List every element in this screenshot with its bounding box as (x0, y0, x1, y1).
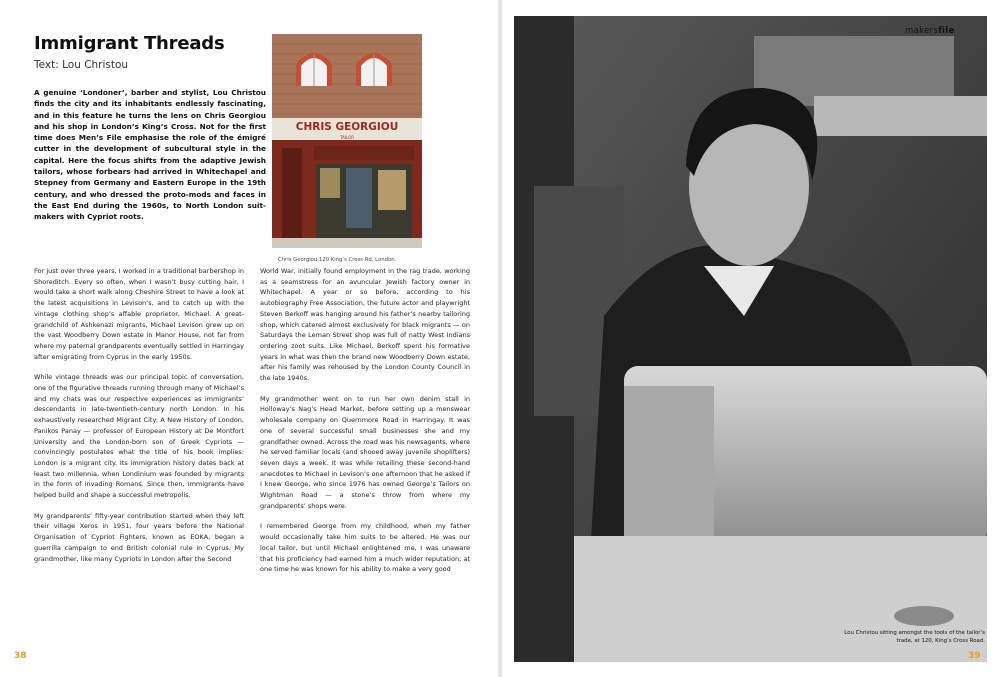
article-intro: A genuine ‘Londoner’, barber and stylist, Lou Christou finds the city and its inhabitants endlessly fascinating, and in this feature he turns the lens on Chris Georgiou and his shop in London’s King’s Cross. Not for the first time does Men’s File emphasise the role of the émigré cutter in the development of subcultural style in the capital. Here the focus shifts from the adaptive Jewish tailors, whose forbears had arrived in Whitechapel and Stepney from Germany and Eastern Europe in the 19th century, and who dressed the proto-mods and faces in the East End during the 1960s, to North London suit-makers with Cypriot roots. (34, 88, 266, 222)
shop-sign-sub: TAILOR (339, 135, 355, 140)
spine-gutter (497, 0, 503, 677)
page-number-left: 38 (14, 651, 27, 661)
section-label (905, 26, 955, 36)
body-column-2 (260, 266, 470, 585)
tailor-portrait-illustration (514, 16, 987, 662)
paragraph: I remembered George from my childhood, when my father would occasionally take him suits to be altered. He was our local tailor, but until Michael enlightened me, I was unaware that his proficiency had earned him a much wider reputation; at one time he was known for his ability to make a very good (260, 522, 470, 574)
paragraph: For just over three years, I worked in a traditional barbershop in Shoreditch. Every so often, when I wasn’t busy cutting hair, I would take a short walk along Cheshire Street to have a look at the latest acquisitions in Levison’s, and to catch up with the vintage clothing shop’s affable proprietor, Michael. A great-grandchild of Ashkenazi migrants, Michael Levison grew up on the vast Woodberry Down estate in Manor House, not far from where my paternal grandparents eventually settled in Harringay after emigrating from Cyprus in the early 1950s. (34, 267, 244, 361)
paragraph: My grandmother went on to run her own denim stall in Holloway’s Nag’s Head Market, before setting up a menswear wholesale company on Quernmore Road in Harringay. It was one of several successful small businesses she and my grandfather owned. Across the road was his newsagents, where he served familiar locals (and shooed away juvenile shoplifters) seven days a week. It was while retailing these second-hand anecdotes to Michael in Levison’s one afternoon that he asked if I knew George, who since 1976 has owned George’s Tailors on Wightman Road — a stone’s throw from where my grandparents’ shops were. (260, 394, 470, 510)
paragraph: World War, initially found employment in the rag trade, working as a seamstress for an avuncular Jewish factory owner in Whitechapel. A year or so before, according to his autobiography Free Association, the future actor and playwright Steven Berkoff was hanging around his father’s nearby tailoring shop, which catered almost exclusively for black migrants — on Saturdays the Leman Street shop was full of natty West Indians ordering zoot suits. Like Michael, Berkoff spent his formative years in what was then the brand new Woodberry Down estate, after his family was rehoused by the London County Council in the late 1940s. (260, 267, 470, 383)
article-title: Immigrant Threads (34, 33, 225, 54)
paragraph: My grandparents’ fifty-year contribution started when they left their village Xeros in 1951, four years before the National Organisation of Cypriot Fighters, known as EOKA, began a guerrilla campaign to end British colonial rule in Cyprus. My grandmother, like many Cypriots in London after the Second (34, 511, 244, 563)
paragraph: While vintage threads was our principal topic of conversation, one of the figurative threads running through many of Michael’s and my chats was our respective experiences as immigrants’ descendants in late-twentieth-century north London. In his exhaustively researched Migrant City: A New History of London, Panikos Panay — professor of European History at De Montfort University and the London-born son of Greek Cypriots — convincingly postulates what the title of his book implies: London is a migrant city. Its immigration history dates back at least two millennia, when Londinium was founded by migrants in the form of invading Romans. Since then, immigrants have helped build and shape a successful metropolis. (34, 373, 244, 500)
portrait-caption: Lou Christou sitting amongst the tools of the tailor’s trade, at 120, King’s Cross Road. (844, 630, 985, 644)
article-byline: Text: Lou Christou (34, 59, 129, 71)
shop-photo-caption: Chris Georgiou,120 King’s Cross Rd, London. (278, 257, 397, 263)
shop-photo (272, 34, 422, 248)
shopfront-illustration (272, 34, 422, 248)
body-column-1 (34, 266, 244, 574)
page-number-right: 39 (968, 651, 981, 661)
portrait-photo (514, 16, 987, 662)
section-label-light: makers (905, 26, 939, 36)
shop-sign (272, 121, 422, 133)
section-label-bold: file (938, 26, 955, 36)
left-page (0, 0, 497, 677)
shop-sign-text: CHRIS GEORGIOU (295, 121, 399, 133)
